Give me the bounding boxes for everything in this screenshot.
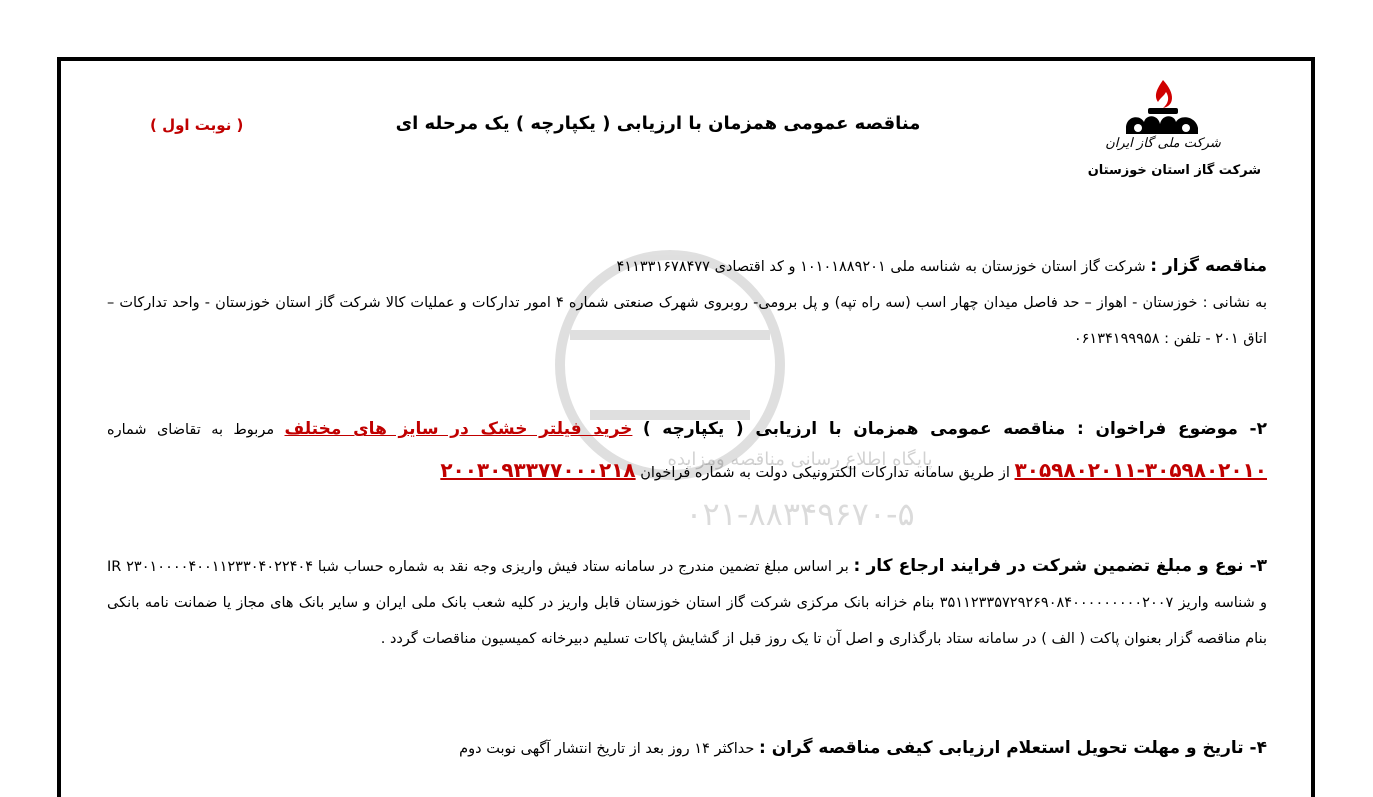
section-tenderer <box>107 248 1267 357</box>
page-title: مناقصه عمومی همزمان با ارزیابی ( یکپارچه ) یک مرحله ای <box>395 113 921 134</box>
section-guarantee <box>107 548 1267 657</box>
guarantee-label: ۳- نوع و مبلغ تضمین شرکت در فرایند ارجاع کار : <box>853 556 1268 576</box>
round-label: ( نوبت اول ) <box>150 116 244 134</box>
company-name: شرکت گاز استان خوزستان <box>1087 163 1261 178</box>
tenderer-address: به نشانی : خوزستان - اهواز – حد فاصل میدان چهار اسب (سه راه تپه) و پل برومی- روبروی شهرک صنعتی شماره ۴ امور تدارکات و عملیات کالا شرکت گاز استان خوزستان - واحد تدارکات – اتاق ۲۰۱ - تلفن : ۰۶۱۳۴۱۹۹۹۵۸ <box>107 295 1267 347</box>
subject-text1: مربوط به تقاضای شماره <box>107 422 275 438</box>
gas-flame-logo-icon <box>1108 78 1218 140</box>
guarantee-text: بر اساس مبلغ تضمین مندرج در سامانه ستاد فیش واریزی وجه نقد به شماره حساب شبا IR ۲۳۰۱۰۰۰۰۴۰۰۱۱۲۳۳۰۴۰۲۲۴۰۴ و شناسه واریز ۳۵۱۱۲۳۳۵۷۲۹۲۶۹۰۸۴۰۰۰۰۰۰۰۰۰۲۰۰۷ بنام خزانه بانک مرکزی شرکت گاز استان خوزستان قابل واریز در کلیه شعب بانک ملی ایران و سایر بانک های مجاز یا ضمانت نامه بانکی بنام مناقصه گزار بعنوان پاکت ( الف ) در سامانه ستاد بارگذاری و اصل آن تا یک روز قبل از گشایش پاکات تسلیم دبیرخانه کمیسیون مناقصات گردد . <box>107 559 1267 647</box>
watermark-phone: ۰۲۱-۸۸۳۴۹۶۷۰-۵ <box>685 495 915 533</box>
tenderer-text: شرکت گاز استان خوزستان به شناسه ملی ۱۰۱۰۱۸۸۹۲۰۱ و کد اقتصادی ۴۱۱۳۳۱۶۷۸۴۷۷ <box>616 259 1146 275</box>
call-number: ۲۰۰۳۰۹۳۳۷۷۰۰۰۲۱۸ <box>440 458 636 482</box>
tenderer-label: مناقصه گزار : <box>1150 256 1267 276</box>
section-deadline <box>107 730 1267 767</box>
deadline-label: ۴- تاریخ و مهلت تحویل استعلام ارزیابی کیفی مناقصه گران : <box>758 738 1267 758</box>
deadline-text: حداکثر ۱۴ روز بعد از تاریخ انتشار آگهی نوبت دوم <box>459 741 755 757</box>
logo-script-text: شرکت ملی گاز ایران <box>1105 136 1221 151</box>
subject-text2: از طریق سامانه تدارکات الکترونیکی دولت به شماره فراخوان <box>640 465 1010 481</box>
section-subject <box>107 409 1267 493</box>
watermark-text: پایگاه اطلاع رسانی مناقصه ومزایده <box>667 449 933 470</box>
request-number: ۳۰۵۹۸۰۲۰۱۰-۳۰۵۹۸۰۲۰۱۱ <box>1014 458 1267 482</box>
subject-value: خرید فیلتر خشک در سایز های مختلف <box>284 419 633 439</box>
subject-label: ۲- موضوع فراخوان : مناقصه عمومی همزمان با ارزیابی ( یکپارچه ) <box>642 419 1267 439</box>
